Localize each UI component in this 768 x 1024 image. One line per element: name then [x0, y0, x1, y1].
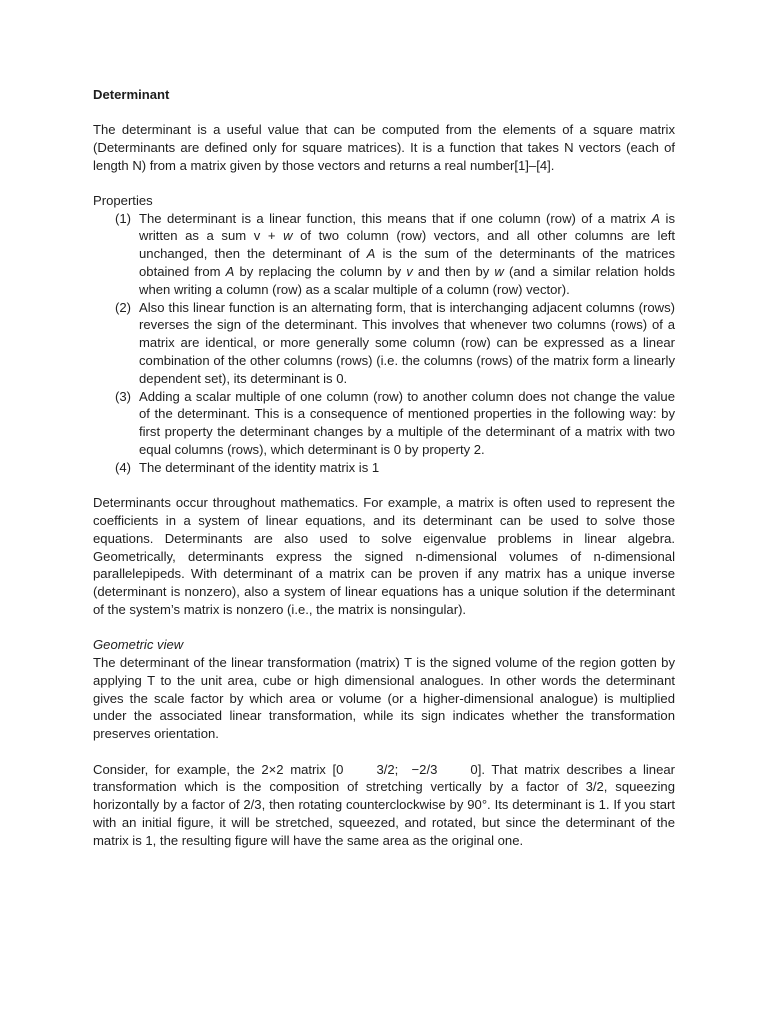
- property-number: (2): [115, 299, 132, 315]
- properties-heading: Properties: [93, 192, 153, 208]
- text-run: Consider, for example, the 2×2 matrix: [93, 761, 333, 777]
- text-run: of two column (row) vectors, and all other columns are left unchanged, then the determinant of: [139, 228, 676, 262]
- math-symbol: w: [283, 228, 293, 244]
- property-text: Adding a scalar multiple of one column (row) to another column does not change the value of the determinant. This is a consequence of mentioned properties in the following way: by first property the determinant changes by a multiple of the determinant of a matrix with two equal columns (rows), which determinant is 0 by property 2.: [139, 388, 675, 458]
- property-text: The determinant of the identity matrix is 1: [139, 459, 380, 475]
- math-symbol: v: [406, 264, 413, 280]
- property-item-4: [93, 459, 675, 477]
- properties-list: [93, 210, 675, 477]
- text-run: by replacing the column by: [234, 264, 407, 280]
- math-symbol: A: [225, 264, 235, 280]
- geometric-view-paragraph: The determinant of the linear transformation (matrix) T is the signed volume of the region gotten by applying T to the unit area, cube or high dimensional analogues. In other words the determinant gives the scale factor by which area or volume (or a higher-dimensional analogue) is multiplied under the associated linear transformation, while its sign indicates whether the transformation preserves orientation.: [93, 655, 675, 742]
- math-symbol: A: [366, 246, 376, 262]
- text-run: is written as a sum v +: [139, 210, 675, 244]
- document-body: [93, 86, 675, 849]
- property-number: (4): [115, 459, 132, 475]
- property-text: Also this linear function is an alternating form, that is interchanging adjacent columns (rows) reverses the sign of the determinant. This involves that whenever two columns (rows) of a matrix are identical, or more generally some column (row) can be expressed as a linear combination of the other columns (rows) (i.e. the columns (rows) of the matrix form a linearly dependent set), its determinant is 0.: [139, 299, 675, 386]
- property-number: (3): [115, 388, 132, 404]
- property-number: (1): [115, 210, 132, 226]
- geometric-view-heading: Geometric view: [93, 637, 184, 653]
- math-symbol: w: [494, 264, 504, 280]
- text-run: (and a similar relation holds when writing a column (row) as a scalar multiple of a column (row) vector).: [139, 264, 676, 297]
- matrix-expression: [0 3/2; −2/3 0]: [332, 761, 482, 777]
- text-run: The determinant is a linear function, this means that if one column (row) of a matrix: [139, 210, 652, 226]
- property-item-2: [93, 299, 675, 388]
- document-title: Determinant: [93, 87, 170, 102]
- applications-paragraph: Determinants occur throughout mathematics. For example, a matrix is often used to represent the coefficients in a system of linear equations, and its determinant can be used to solve those equations. Determinants are also used to solve eigenvalue problems in linear algebra. Geometrically, determinants express the signed n-dimensional volumes of n-dimensional parallelepipeds. With determinant of a matrix can be proven if any matrix has a unique inverse (determinant is nonzero), also a system of linear equations has a unique solution if the determinant of the system’s matrix is nonzero (i.e., the matrix is nonsingular).: [93, 495, 675, 617]
- text-run: and then by: [412, 264, 495, 280]
- intro-paragraph: The determinant is a useful value that can be computed from the elements of a square matrix (Determinants are defined only for square matrices). It is a function that takes N vectors (each of length N) from a matrix given by those vectors and returns a real number[1]–[4].: [93, 122, 675, 173]
- math-symbol: A: [651, 210, 661, 226]
- example-paragraph: [93, 761, 675, 850]
- text-run: is the sum of the determinants of the matrices obtained from: [139, 246, 676, 280]
- property-item-1: [93, 210, 675, 299]
- text-run: . That matrix describes a linear transformation which is the composition of stretching vertically by a factor of 3/2, squeezing horizontally by a factor of 2/3, then rotating counterclockwise by 90°. Its determinant is 1. If you start with an initial figure, it will be stretched, squeezed, and rotated, but since the determinant of the matrix is 1, the resulting figure will have the same area as the original one.: [93, 761, 676, 848]
- property-text: [139, 211, 675, 297]
- property-item-3: [93, 388, 675, 459]
